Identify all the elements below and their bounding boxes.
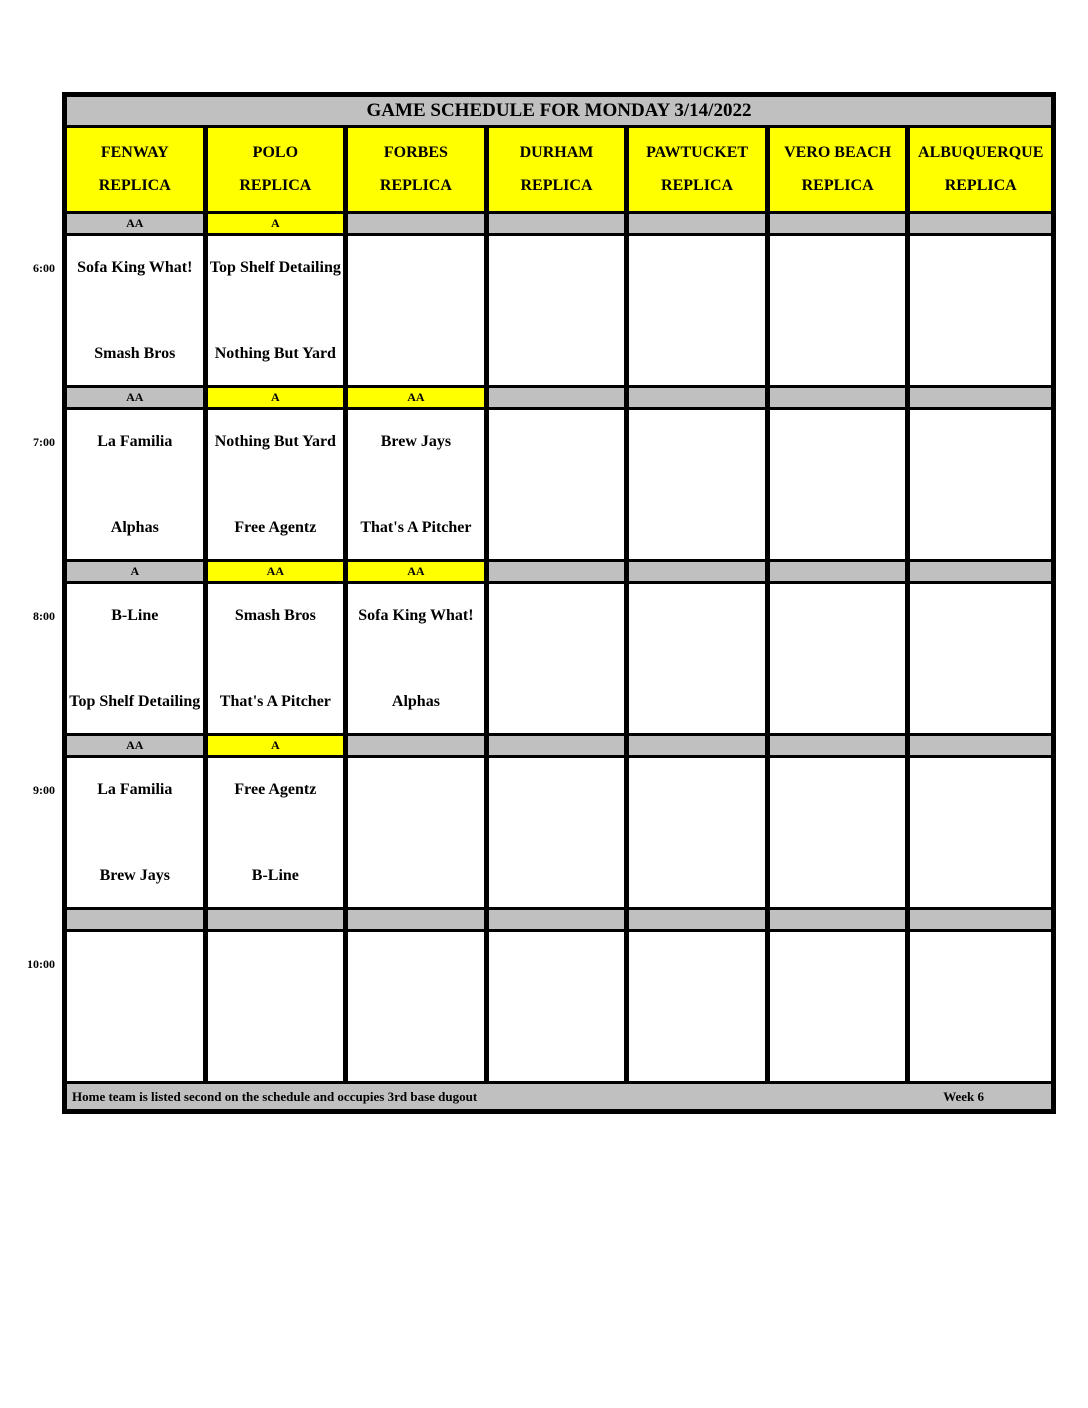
division-row <box>67 214 1051 236</box>
division-row <box>67 736 1051 758</box>
game-cell <box>67 410 208 559</box>
division-cell <box>208 214 349 233</box>
away-team: Top Shelf Detailing <box>209 259 341 276</box>
division-cell <box>910 388 1051 407</box>
division-cell <box>489 562 630 581</box>
game-cell <box>348 758 489 907</box>
division-label: AA <box>126 390 144 404</box>
game-cell <box>489 584 630 733</box>
division-cell <box>629 736 770 755</box>
division-cell <box>770 214 911 233</box>
away-team: Nothing But Yard <box>214 433 336 450</box>
home-team: Nothing But Yard <box>214 345 336 362</box>
away-team: Brew Jays <box>380 433 452 450</box>
game-row <box>67 410 1051 562</box>
division-cell <box>208 910 349 929</box>
division-cell <box>348 736 489 755</box>
game-cell <box>629 758 770 907</box>
division-label: AA <box>126 738 144 752</box>
division-label: A <box>271 216 280 230</box>
field-name: VERO BEACH <box>784 144 892 161</box>
division-row <box>67 388 1051 410</box>
away-team: Sofa King What! <box>77 259 193 276</box>
division-cell <box>489 736 630 755</box>
division-label: AA <box>126 216 144 230</box>
game-cell <box>67 932 208 1081</box>
field-name: ALBUQUERQUE <box>918 144 1044 161</box>
division-label: A <box>130 564 140 578</box>
division-cell <box>770 562 911 581</box>
page-title: GAME SCHEDULE FOR MONDAY 3/14/2022 <box>67 97 1051 128</box>
division-cell <box>489 388 630 407</box>
division-row <box>67 562 1051 584</box>
game-cell <box>489 410 630 559</box>
home-team: B-Line <box>251 867 299 884</box>
field-subname: REPLICA <box>379 177 452 194</box>
game-cell <box>208 236 349 385</box>
footer <box>67 1084 1051 1109</box>
away-team: Sofa King What! <box>358 607 474 624</box>
game-cell <box>910 584 1051 733</box>
game-cell <box>348 236 489 385</box>
division-cell <box>770 910 911 929</box>
game-cell <box>629 410 770 559</box>
game-cell <box>629 236 770 385</box>
division-cell <box>910 910 1051 929</box>
field-subname: REPLICA <box>801 177 874 194</box>
game-cell <box>489 932 630 1081</box>
game-cell <box>910 758 1051 907</box>
division-row <box>67 910 1051 932</box>
game-cell <box>67 758 208 907</box>
time-label: 8:00 <box>33 609 55 623</box>
division-cell <box>208 388 349 407</box>
division-cell <box>489 214 630 233</box>
division-cell <box>770 388 911 407</box>
field-header <box>208 128 349 211</box>
home-team: That's A Pitcher <box>360 519 472 536</box>
division-cell <box>910 736 1051 755</box>
division-cell <box>67 910 208 929</box>
field-subname: REPLICA <box>944 177 1017 194</box>
game-cell <box>208 758 349 907</box>
division-cell <box>629 214 770 233</box>
away-team: Free Agentz <box>234 781 317 798</box>
field-header <box>67 128 208 211</box>
game-cell <box>910 932 1051 1081</box>
game-cell <box>208 410 349 559</box>
division-cell <box>770 736 911 755</box>
field-name: PAWTUCKET <box>646 144 749 161</box>
home-team: Top Shelf Detailing <box>69 693 201 710</box>
game-cell <box>770 758 911 907</box>
division-cell <box>629 562 770 581</box>
game-cell <box>489 758 630 907</box>
home-team: Smash Bros <box>94 345 176 362</box>
game-row <box>67 758 1051 910</box>
game-cell <box>770 584 911 733</box>
field-header <box>348 128 489 211</box>
division-cell <box>910 214 1051 233</box>
home-team: Free Agentz <box>234 519 317 536</box>
division-cell <box>910 562 1051 581</box>
time-label: 7:00 <box>33 435 55 449</box>
game-row <box>67 236 1051 388</box>
away-team: Smash Bros <box>234 607 316 624</box>
time-label: 10:00 <box>27 957 55 971</box>
away-team: La Familia <box>97 781 173 798</box>
game-row <box>67 584 1051 736</box>
schedule-table <box>62 92 1056 1114</box>
home-team: Alphas <box>391 693 440 710</box>
game-cell <box>770 236 911 385</box>
field-name: POLO <box>252 144 299 161</box>
division-cell <box>348 562 489 581</box>
field-header-row <box>67 128 1051 214</box>
division-cell <box>67 562 208 581</box>
field-subname: REPLICA <box>520 177 593 194</box>
game-cell <box>629 584 770 733</box>
game-cell <box>770 932 911 1081</box>
home-team: Alphas <box>110 519 159 536</box>
division-cell <box>629 388 770 407</box>
time-label: 9:00 <box>33 783 55 797</box>
game-cell <box>67 584 208 733</box>
game-cell <box>348 584 489 733</box>
field-header <box>629 128 770 211</box>
field-subname: REPLICA <box>661 177 734 194</box>
game-cell <box>348 410 489 559</box>
division-cell <box>489 910 630 929</box>
division-cell <box>208 736 349 755</box>
time-label: 6:00 <box>33 261 55 275</box>
division-cell <box>208 562 349 581</box>
home-team: Brew Jays <box>99 867 170 884</box>
field-header <box>910 128 1051 211</box>
field-name: FORBES <box>383 144 448 161</box>
away-team: B-Line <box>111 607 159 624</box>
game-row <box>67 932 1051 1084</box>
game-cell <box>910 236 1051 385</box>
field-name: DURHAM <box>519 144 594 161</box>
field-name: FENWAY <box>100 144 169 161</box>
division-cell <box>348 214 489 233</box>
game-cell <box>208 584 349 733</box>
division-cell <box>67 214 208 233</box>
home-team: That's A Pitcher <box>219 693 331 710</box>
game-cell <box>208 932 349 1081</box>
field-header <box>489 128 630 211</box>
week-label: Week 6 <box>943 1088 984 1104</box>
game-cell <box>910 410 1051 559</box>
division-cell <box>348 388 489 407</box>
game-cell <box>489 236 630 385</box>
division-cell <box>67 388 208 407</box>
away-team: La Familia <box>97 433 173 450</box>
division-label: A <box>271 738 280 752</box>
division-cell <box>348 910 489 929</box>
division-label: AA <box>407 390 425 404</box>
game-cell <box>67 236 208 385</box>
division-cell <box>67 736 208 755</box>
division-label: AA <box>407 564 425 578</box>
division-label: AA <box>266 564 285 578</box>
division-cell <box>629 910 770 929</box>
game-cell <box>770 410 911 559</box>
footer-note: Home team is listed second on the schedule and occupies 3rd base dugout <box>72 1088 478 1104</box>
field-subname: REPLICA <box>239 177 312 194</box>
game-cell <box>348 932 489 1081</box>
game-cell <box>629 932 770 1081</box>
field-subname: REPLICA <box>98 177 171 194</box>
field-header <box>770 128 911 211</box>
division-label: A <box>271 390 280 404</box>
